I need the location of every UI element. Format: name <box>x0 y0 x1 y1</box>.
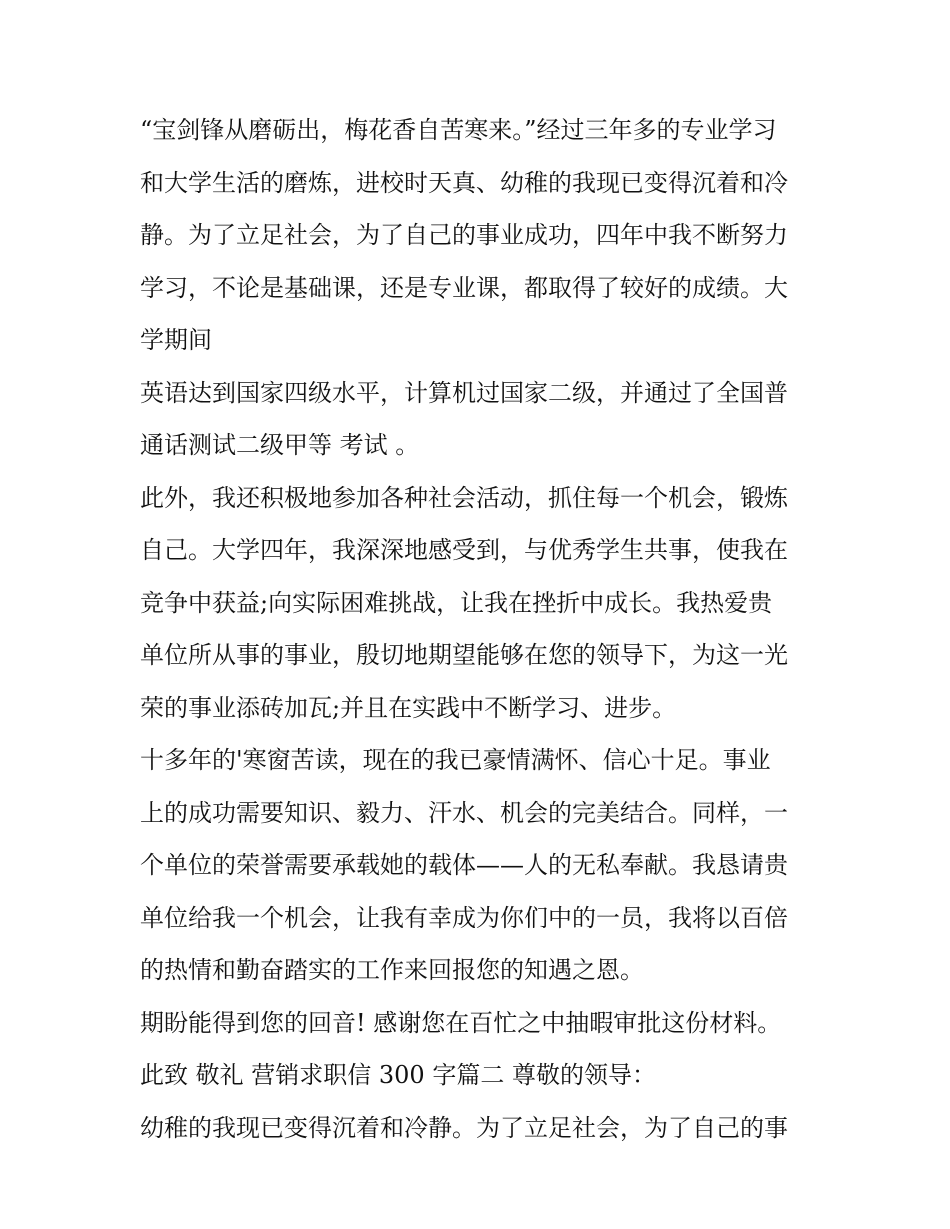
text-line: 期盼能得到您的回音! 感谢您在百忙之中抽暇审批这份材料。 <box>140 1008 782 1037</box>
text-line: 单位所从事的事业，殷切地期望能够在您的领导下，为这一光 <box>140 641 788 669</box>
text-line: “宝剑锋从磨砺出，梅花香自苦寒来。”经过三年多的专业学习 <box>140 116 777 144</box>
text-line: 十多年的'寒窗苦读，现在的我已豪情满怀、信心十足。事业 <box>140 746 771 774</box>
text-line: 个单位的荣誉需要承载她的载体——人的无私奉献。我恳请贵 <box>140 851 788 879</box>
text-line: 此致 敬礼 营销求职信 300 字篇二 尊敬的领导： <box>140 1061 656 1089</box>
text-line: 荣的事业添砖加瓦;并且在实践中不断学习、进步。 <box>140 693 677 722</box>
text-line: 此外，我还积极地参加各种社会活动，抓住每一个机会，锻炼 <box>140 483 788 512</box>
text-line: 静。为了立足社会，为了自己的事业成功，四年中我不断努力 <box>140 221 788 249</box>
text-line: 竞争中获益;向实际困难挑战，让我在挫折中成长。我热爱贵 <box>140 588 773 617</box>
text-line: 通话测试二级甲等 考试 。 <box>140 431 420 459</box>
text-line: 和大学生活的磨炼，进校时天真、幼稚的我现已变得沉着和冷 <box>140 168 788 197</box>
text-line: 上的成功需要知识、毅力、汗水、机会的完美结合。同样，一 <box>140 798 788 827</box>
text-line: 学习，不论是基础课，还是专业课，都取得了较好的成绩。大 <box>140 273 788 302</box>
text-line: 幼稚的我现已变得沉着和冷静。为了立足社会，为了自己的事 <box>140 1113 788 1142</box>
text-line: 的热情和勤奋踏实的工作来回报您的知遇之恩。 <box>140 956 644 984</box>
text-line: 自己。大学四年，我深深地感受到，与优秀学生共事，使我在 <box>140 536 788 564</box>
text-line: 英语达到国家四级水平，计算机过国家二级，并通过了全国普 <box>140 378 788 407</box>
document-body <box>140 104 830 1154</box>
text-line: 学期间 <box>140 326 212 354</box>
text-line: 单位给我一个机会，让我有幸成为你们中的一员，我将以百倍 <box>140 903 788 932</box>
